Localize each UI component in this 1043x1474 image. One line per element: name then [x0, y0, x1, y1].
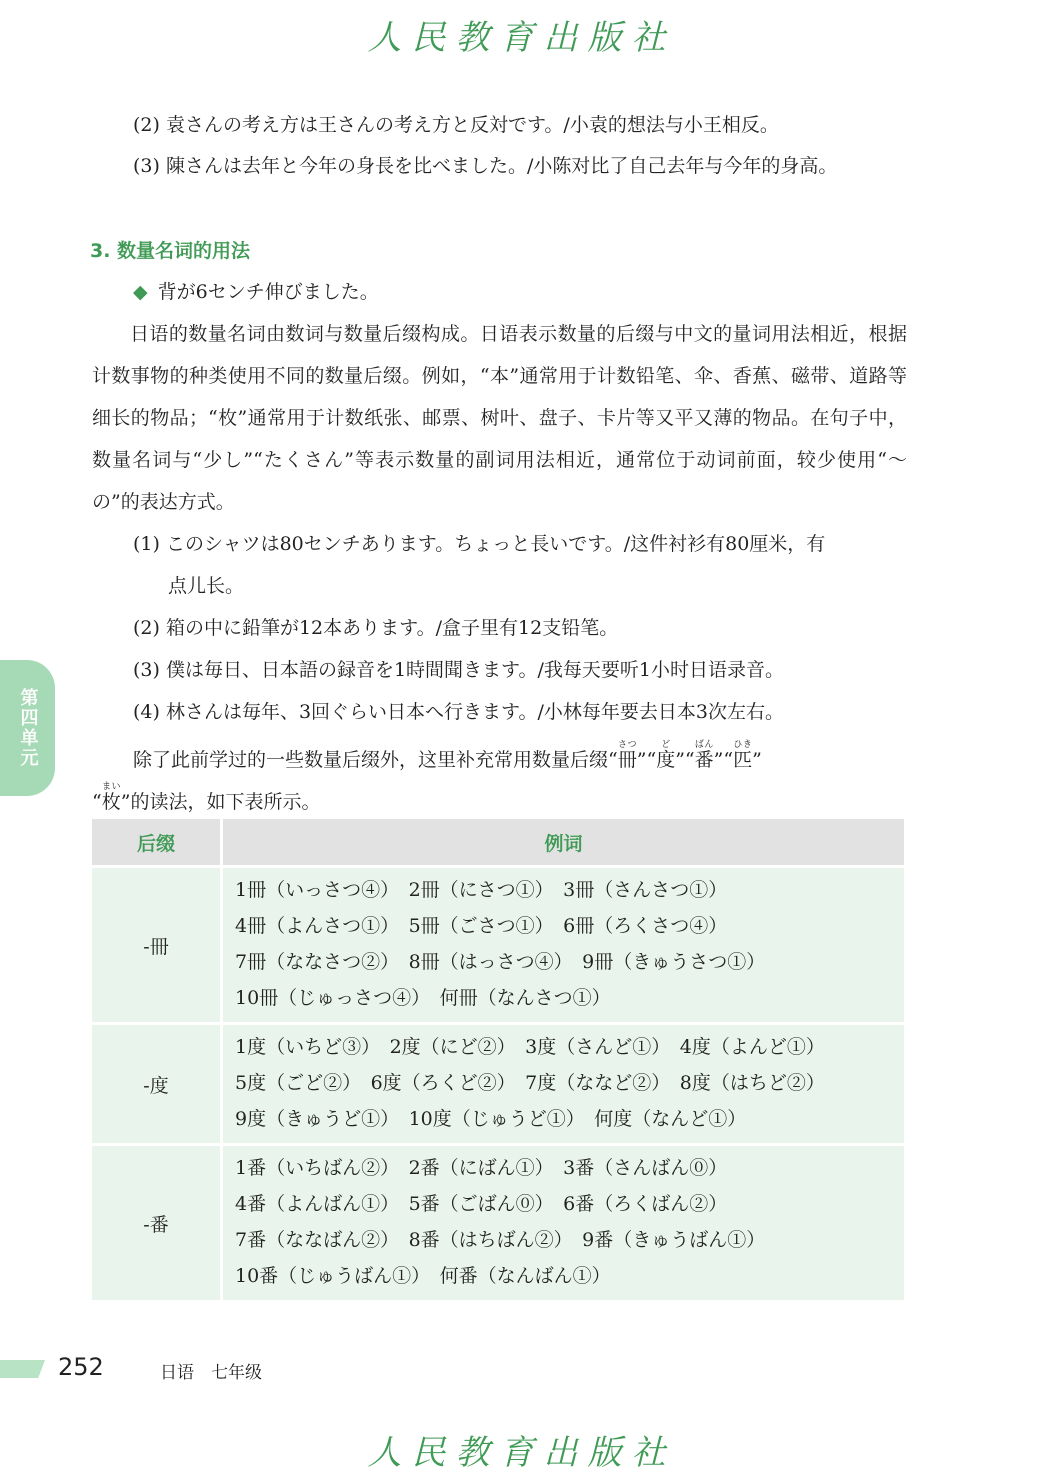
- table-row: [92, 1145, 904, 1301]
- intro-text: 除了此前学过的一些数量后缀外，这里补充常用数量后缀: [133, 749, 609, 771]
- suffix-word: 度ど: [656, 740, 676, 771]
- example-word-line: 1冊（いっさつ④） 2冊（にさつ①） 3冊（さんさつ①）: [235, 879, 728, 901]
- publisher-logo-top: 人民教育出版社: [367, 18, 676, 58]
- example-word-line: 7冊（ななさつ②） 8冊（はっさつ④） 9冊（きゅうさつ①）: [235, 951, 766, 973]
- example-word-line: 5度（ごど②） 6度（ろくど②） 7度（ななど②） 8度（はちど②）: [235, 1072, 825, 1094]
- examples-cell: [222, 1145, 905, 1301]
- example-word-line: 4番（よんばん①） 5番（ごばん⓪） 6番（ろくばん②）: [235, 1193, 728, 1215]
- suffix-cell: -冊: [92, 867, 222, 1024]
- unit-side-tab: 第四单元: [0, 660, 55, 796]
- intro-tail: 的读法，如下表所示。: [130, 791, 321, 813]
- example-word-line: 10番（じゅうばん①） 何番（なんばん①）: [235, 1265, 611, 1287]
- table-header: 后缀: [92, 819, 222, 867]
- examples-cell: [222, 1024, 905, 1145]
- suffix-word: 匹ひき: [733, 740, 753, 771]
- intro-line: “枚まい”的读法，如下表所示。: [92, 782, 321, 813]
- book-title: 日语 七年级: [160, 1363, 262, 1383]
- example-sentence: (4) 林さんは毎年、3回ぐらい日本へ行きます。/小林每年要去日本3次左右。: [133, 701, 785, 723]
- suffix-word: 番ばん: [694, 740, 714, 771]
- page-number: 252: [58, 1353, 104, 1381]
- example-sentence: (3) 陳さんは去年と今年の身長を比べました。/小陈对比了自己去年与今年的身高。: [133, 155, 838, 177]
- section-title: 3. 数量名词的用法: [90, 240, 251, 262]
- suffix-word: 冊さつ: [617, 740, 637, 771]
- example-sentence-continued: 点儿长。: [168, 575, 245, 597]
- key-sentence-text: 背が6センチ伸びました。: [157, 281, 379, 303]
- suffix-cell: -度: [92, 1024, 222, 1145]
- example-word-line: 9度（きゅうど①） 10度（じゅうど①） 何度（なんど①）: [235, 1108, 747, 1130]
- intro-line: 除了此前学过的一些数量后缀外，这里补充常用数量后缀“冊さつ”“度ど”“番ばん”“匹ひき”: [133, 740, 762, 771]
- example-sentence: (2) 袁さんの考え方は王さんの考え方と反対です。/小袁的想法与小王相反。: [133, 114, 779, 136]
- example-word-line: 4冊（よんさつ①） 5冊（ごさつ①） 6冊（ろくさつ④）: [235, 915, 728, 937]
- table-row: [92, 867, 904, 1024]
- example-sentence: (2) 箱の中に鉛筆が12本あります。/盒子里有12支铅笔。: [133, 617, 619, 639]
- example-word-line: 1度（いちど③） 2度（にど②） 3度（さんど①） 4度（よんど①）: [235, 1036, 825, 1058]
- explanation-paragraph: 日语的数量名词由数词与数量后缀构成。日语表示数量的后缀与中文的量词用法相近，根据计数事物的种类使用不同的数量后缀。例如，“本”通常用于计数铅笔、伞、香蕉、磁带、道路等细长的物品；“枚”通常用于计数纸张、邮票、树叶、盘子、卡片等又平又薄的物品。在句子中，数量名词与“少し”“たくさん”等表示数量的副词用法相近，通常位于动词前面，较少使用“～の”的表达方式。: [92, 323, 907, 513]
- publisher-logo-bottom: 人民教育出版社: [367, 1433, 676, 1473]
- key-sentence: [133, 278, 379, 306]
- examples-cell: [222, 867, 905, 1024]
- suffix-table: [92, 819, 904, 1300]
- table-header: 例词: [222, 819, 905, 867]
- footer-accent-bar: [0, 1360, 45, 1378]
- example-word-line: 7番（ななばん②） 8番（はちばん②） 9番（きゅうばん①）: [235, 1229, 766, 1251]
- diamond-bullet-icon: ◆: [133, 281, 148, 303]
- example-sentence: (1) このシャツは80センチあります。ちょっと長いです。/这件衬衫有80厘米，有: [133, 533, 826, 555]
- example-word-line: 10冊（じゅっさつ④） 何冊（なんさつ①）: [235, 987, 611, 1009]
- example-word-line: 1番（いちばん②） 2番（にばん①） 3番（さんばん⓪）: [235, 1157, 728, 1179]
- example-sentence: (3) 僕は毎日、日本語の録音を1時間聞きます。/我每天要听1小时日语录音。: [133, 659, 785, 681]
- suffix-cell: -番: [92, 1145, 222, 1301]
- table-row: [92, 1024, 904, 1145]
- suffix-word: 枚まい: [101, 782, 121, 813]
